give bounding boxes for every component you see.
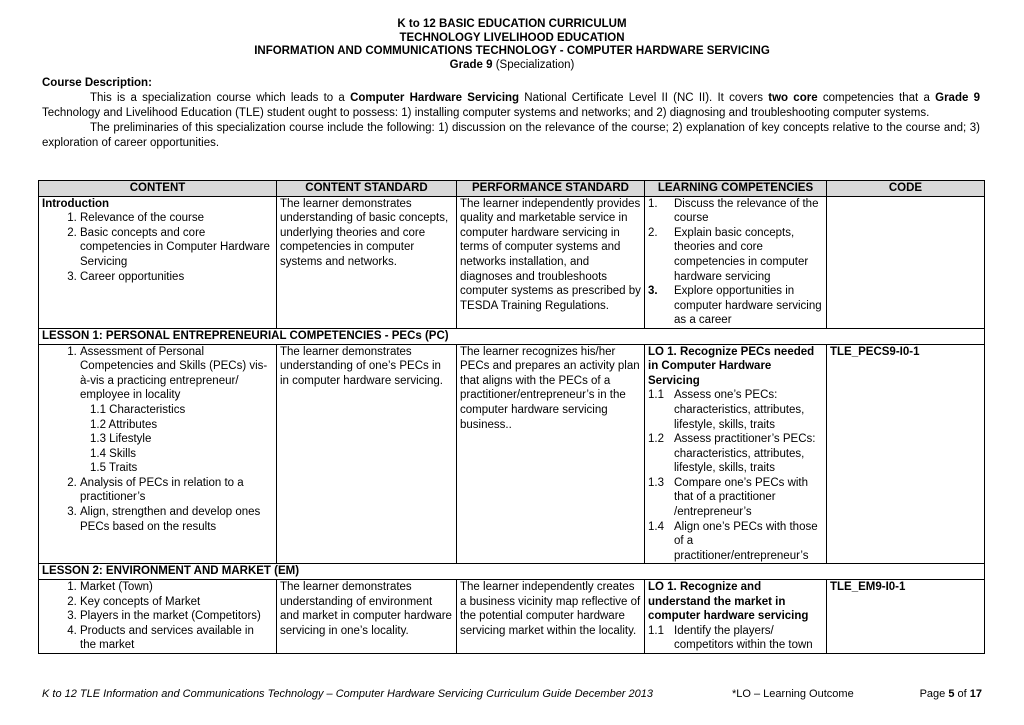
lesson-1-title: LESSON 1: PERSONAL ENTREPRENEURIAL COMPETENCIES - PECs (PC) — [39, 328, 985, 344]
desc-bold: Grade 9 — [935, 92, 981, 104]
grade-label: Grade 9 — [449, 58, 493, 71]
item-text: Explore opportunities in computer hardware servicing as a career — [674, 285, 822, 327]
footer-lo-note: *LO – Learning Outcome — [732, 688, 854, 700]
subject-title: TECHNOLOGY LIVELIHOOD EDUCATION — [399, 31, 625, 44]
list-item — [648, 197, 823, 226]
lo-title: LO 1. Recognize PECs needed in Computer Hardware Servicing — [648, 345, 815, 387]
content-standard-cell: The learner demonstrates understanding of environment and market in computer hardware servicing in one’s locality. — [277, 580, 457, 654]
competencies-cell — [645, 196, 827, 328]
sub-item: 1.5 Traits — [90, 462, 138, 475]
header-content: CONTENT — [39, 181, 277, 197]
header-code: CODE — [827, 181, 985, 197]
page-current: 5 — [948, 688, 955, 700]
intro-title: Introduction — [42, 197, 110, 210]
performance-standard-cell: The learner recognizes his/her PECs and prepares an activity plan that aligns with the PECs of a practitioner/entrepreneur’s in the computer hardware servicing business.. — [457, 344, 645, 564]
list-item — [648, 432, 823, 476]
document-header — [0, 18, 1024, 72]
description-paragraph-1 — [42, 91, 980, 121]
description-label: Course Description: — [42, 77, 152, 89]
list-item — [648, 388, 823, 432]
list-item: 3. Career opportunities — [80, 270, 273, 285]
header-performance-standard: PERFORMANCE STANDARD — [457, 181, 645, 197]
header-content-standard: CONTENT STANDARD — [277, 181, 457, 197]
sub-item: 1.2 Attributes — [90, 418, 158, 431]
item-number: 1.2 — [648, 433, 664, 446]
list-item: 2. Basic concepts and core competencies in Computer Hardware Servicing — [80, 226, 273, 270]
item-text: Assess one’s PECs: characteristics, attributes, lifestyle, skills, traits — [674, 389, 805, 431]
item-text: Identify the players/ competitors within the town — [674, 624, 813, 652]
content-standard-cell: The learner demonstrates understanding of basic concepts, underlying theories and core competencies in computer systems and networks. — [277, 196, 457, 328]
desc-bold: Computer Hardware Servicing — [350, 92, 520, 104]
content-cell — [39, 344, 277, 564]
page-number — [920, 688, 982, 700]
list-item: 1. Assessment of Personal Competencies and Skills (PECs) vis-à-vis a practicing entrepreneur/ employee in locality — [80, 345, 273, 403]
competencies-cell — [645, 344, 827, 564]
lesson-row — [39, 328, 985, 344]
list-item: 3. Players in the market (Competitors) — [80, 609, 273, 624]
intro-list — [42, 211, 273, 284]
item-text: Align one’s PECs with those of a practitioner/entrepreneur’s — [674, 520, 818, 562]
page-label: Page — [919, 688, 949, 700]
item-number: 1.1 — [648, 624, 664, 637]
content-standard-cell: The learner demonstrates understanding of one’s PECs in in computer hardware servicing. — [277, 344, 457, 564]
grade-line — [0, 59, 1024, 73]
performance-standard-cell: The learner independently provides quality and marketable service in computer hardware servicing in terms of computer systems and networks installation, and diagnoses and troubleshoots computer systems as prescribed by TESDA Training Regulations. — [457, 196, 645, 328]
list-item — [648, 520, 823, 564]
competency-list — [648, 197, 823, 328]
list-item: 1. Market (Town) — [80, 580, 273, 595]
item-number: 1.1 — [648, 389, 664, 402]
header-learning-competencies: LEARNING COMPETENCIES — [645, 181, 827, 197]
grade-sub: (Specialization) — [492, 58, 575, 71]
page-of: of — [954, 688, 970, 700]
sub-item: 1.3 Lifestyle — [90, 433, 152, 446]
table-row — [39, 196, 985, 328]
table-header-row — [39, 181, 985, 197]
footer-guide-title: K to 12 TLE Information and Communications Technology – Computer Hardware Servicing Curriculum Guide December 2013 — [42, 688, 653, 700]
performance-standard-cell: The learner independently creates a business vicinity map reflective of the potential computer hardware servicing market within the locality. — [457, 580, 645, 654]
list-item: 3. Align, strengthen and develop ones PECs based on the results — [80, 505, 273, 534]
desc-bold: two core — [768, 92, 818, 104]
lesson-2-title: LESSON 2: ENVIRONMENT AND MARKET (EM) — [39, 564, 985, 580]
list-item: 2. Analysis of PECs in relation to a practitioner’s — [80, 476, 273, 505]
lo-title: LO 1. Recognize and understand the market in computer hardware servicing — [648, 581, 809, 623]
page-total: 17 — [969, 688, 982, 700]
desc-text: competencies that a — [817, 92, 936, 104]
code-cell: TLE_PECS9-I0-1 — [827, 344, 985, 564]
content-cell — [39, 196, 277, 328]
description-paragraph-2: The preliminaries of this specialization course include the following: 1) discussion on the relevance of the course; 2) explanation of key concepts relative to the course and; 3) exploration of career opportunities. — [42, 122, 980, 149]
list-item: 4. Products and services available in the market — [80, 624, 273, 653]
item-number: 2. — [648, 226, 658, 239]
code-cell — [827, 196, 985, 328]
table-row — [39, 580, 985, 654]
list-item — [648, 226, 823, 284]
item-text: Assess practitioner’s PECs: characteristics, attributes, lifestyle, skills, traits — [674, 433, 816, 475]
item-number: 1. — [648, 197, 658, 210]
desc-text: National Certificate Level II (NC II). It covers — [519, 92, 769, 104]
item-number: 1.4 — [648, 520, 664, 533]
item-number: 1.3 — [648, 476, 664, 489]
curriculum-table — [38, 180, 985, 654]
code-cell: TLE_EM9-I0-1 — [827, 580, 985, 654]
lesson-1-list-cont — [42, 476, 273, 534]
item-text: Discuss the relevance of the course — [674, 197, 819, 225]
course-title: INFORMATION AND COMMUNICATIONS TECHNOLOGY - COMPUTER HARDWARE SERVICING — [254, 45, 770, 57]
item-text: Compare one’s PECs with that of a practitioner /entrepreneur’s — [674, 476, 809, 519]
curriculum-title: K to 12 BASIC EDUCATION CURRICULUM — [397, 18, 627, 30]
lesson-row — [39, 564, 985, 580]
competency-list — [648, 388, 823, 563]
desc-text: Technology and Livelihood Education (TLE) student ought to possess: 1) installing computer systems and networks; and 2) diagnosing and troubleshooting computer systems. — [42, 107, 930, 119]
item-number: 3. — [648, 285, 658, 298]
list-item: 2. Key concepts of Market — [80, 595, 273, 610]
list-item: 1. Relevance of the course — [80, 211, 273, 226]
course-description — [42, 76, 980, 151]
sub-item: 1.4 Skills — [90, 447, 137, 460]
list-item — [648, 284, 823, 328]
sub-item: 1.1 Characteristics — [90, 403, 186, 416]
content-cell — [39, 580, 277, 654]
table-row — [39, 344, 985, 564]
list-item — [648, 624, 823, 653]
item-text: Explain basic concepts, theories and core competencies in computer hardware servicing — [674, 226, 809, 283]
desc-text: This is a specialization course which leads to a — [90, 92, 351, 104]
lesson-1-list — [42, 345, 273, 403]
competencies-cell — [645, 580, 827, 654]
lesson-2-list — [42, 580, 273, 653]
list-item — [648, 476, 823, 520]
competency-list — [648, 624, 823, 653]
